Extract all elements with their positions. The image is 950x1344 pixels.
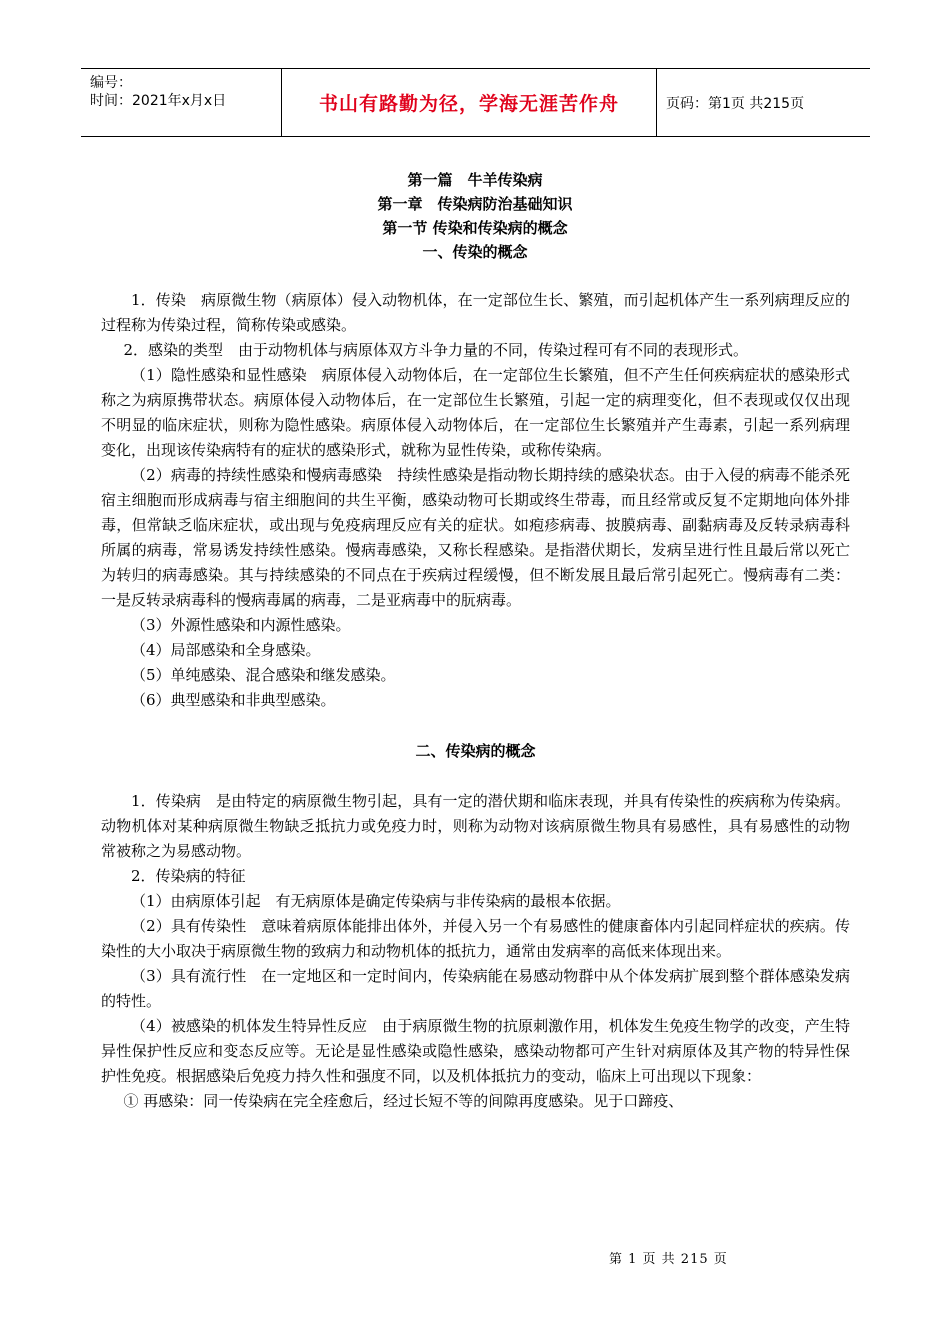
paragraph: （3）外源性感染和内源性感染。 — [131, 616, 351, 634]
paragraph: （6）典型感染和非典型感染。 — [131, 691, 336, 709]
paragraph: ① 再感染：同一传染病在完全痊愈后，经过长短不等的间隙再度感染。见于口蹄疫、 — [123, 1092, 684, 1110]
paragraph: （4）被感染的机体发生特异性反应 由于病原微生物的抗原刺激作用，机体发生免疫生物学的改变，产生特异性保护性反应和变态反应等。无论是显性感染或隐性感染，感染动物都可产生针对病原体及其产物的特异性保护性免疫。根据感染后免疫力持久性和强度不同，以及机体抵抗力的变动，临床上可出现以下现象： — [101, 1017, 850, 1085]
document-body — [101, 288, 850, 1114]
paragraph: 2．感染的类型 由于动物机体与病原体双方斗争力量的不同，传染过程可有不同的表现形式。 — [123, 341, 749, 359]
paragraph: （4）局部感染和全身感染。 — [131, 641, 321, 659]
header-number: 编号： — [90, 75, 132, 91]
part-title: 第一篇 牛羊传染病 — [407, 171, 543, 189]
document-header — [81, 68, 870, 137]
paragraph: （2）具有传染性 意味着病原体能排出体外，并侵入另一个有易感性的健康畜体内引起同样症状的疾病。传染性的大小取决于病原微生物的致病力和动物机体的抵抗力，通常由发病率的高低来体现出来。 — [101, 917, 850, 960]
chapter-title: 第一章 传染病防治基础知识 — [377, 195, 573, 213]
paragraph: （1）由病原体引起 有无病原体是确定传染病与非传染病的最根本依据。 — [131, 892, 621, 910]
paragraph: （2）病毒的持续性感染和慢病毒感染 持续性感染是指动物长期持续的感染状态。由于入侵的病毒不能杀死宿主细胞而形成病毒与宿主细胞间的共生平衡，感染动物可长期或终生带毒，而且经常或反复不定期地向体外排毒，但常缺乏临床症状，或出现与免疫病理反应有关的症状。如疱疹病毒、披膜病毒、副黏病毒及反转录病毒科所属的病毒，常易诱发持续性感染。慢病毒感染，又称长程感染。是指潜伏期长，发病呈进行性且最后常以死亡为转归的病毒感染。其与持续感染的不同点在于疾病过程缓慢，但不断发展且最后常引起死亡。慢病毒有二类：一是反转录病毒科的慢病毒属的病毒，二是亚病毒中的朊病毒。 — [101, 466, 850, 609]
paragraph: （1）隐性感染和显性感染 病原体侵入动物体后，在一定部位生长繁殖，但不产生任何疾病症状的感染形式称之为病原携带状态。病原体侵入动物体后，在一定部位生长繁殖，引起一定的病理变化，但不表现或仅仅出现不明显的临床症状，则称为隐性感染。病原体侵入动物体后，在一定部位生长繁殖并产生毒素，引起一系列病理变化，出现该传染病特有的症状的感染形式，就称为显性传染，或称传染病。 — [101, 366, 850, 459]
paragraph: 2．传染病的特征 — [131, 867, 246, 885]
header-meta-cell — [81, 69, 282, 136]
header-time: 时间：2021年x月x日 — [90, 93, 227, 109]
document-titles — [0, 168, 950, 264]
paragraph: 1．传染病 是由特定的病原微生物引起，具有一定的潜伏期和临床表现，并具有传染性的疾病称为传染病。动物机体对某种病原微生物缺乏抵抗力或免疫力时，则称为动物对该病原微生物具有易感性，具有易感性的动物常被称之为易感动物。 — [101, 792, 850, 860]
header-page-count: 页码：第1页 共215页 — [666, 95, 805, 112]
subsection-title-2: 二、传染病的概念 — [415, 742, 536, 760]
header-motto: 书山有路勤为径，学海无涯苦作舟 — [282, 69, 657, 136]
paragraph: （3）具有流行性 在一定地区和一定时间内，传染病能在易感动物群中从个体发病扩展到整个群体感染发病的特性。 — [101, 967, 850, 1010]
paragraph: 1．传染 病原微生物（病原体）侵入动物机体，在一定部位生长、繁殖，而引起机体产生一系列病理反应的过程称为传染过程，简称传染或感染。 — [101, 291, 850, 334]
section-title: 第一节 传染和传染病的概念 — [382, 219, 568, 237]
subsection-title-1: 一、传染的概念 — [422, 243, 528, 261]
page-footer: 第 1 页 共 215 页 — [609, 1252, 728, 1267]
paragraph: （5）单纯感染、混合感染和继发感染。 — [131, 666, 396, 684]
